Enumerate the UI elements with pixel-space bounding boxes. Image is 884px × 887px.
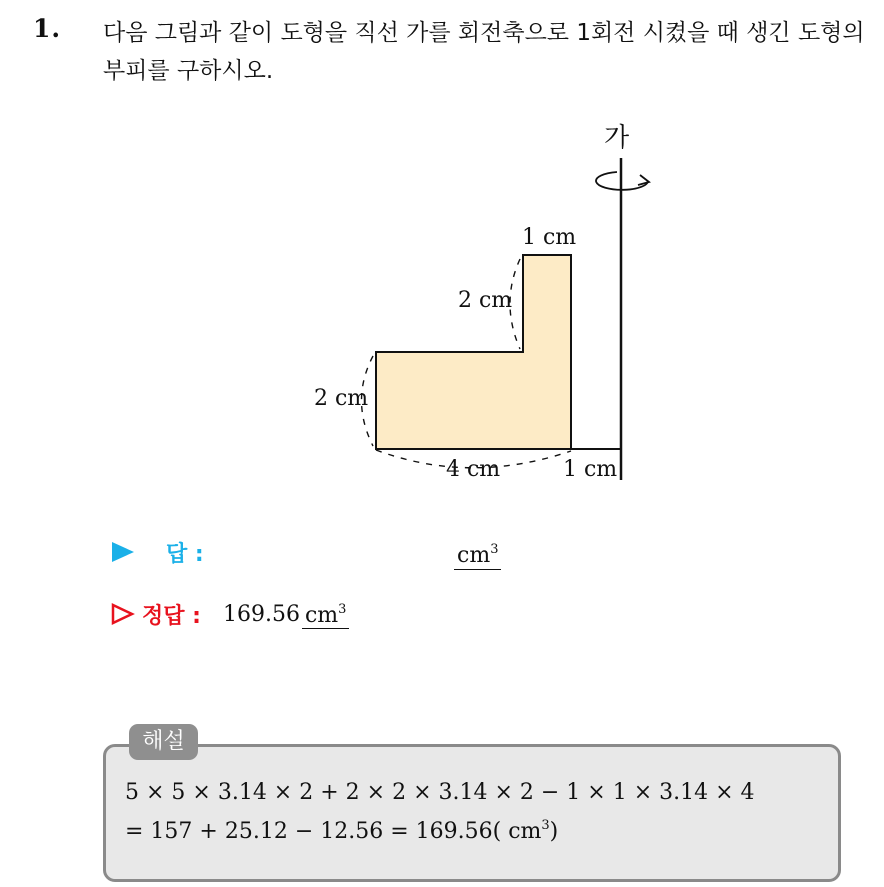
explanation-tab: 해설: [129, 724, 198, 760]
correct-answer-row: [110, 597, 349, 631]
correct-unit: $cm^3$: [302, 599, 349, 629]
play-marker-icon: [110, 540, 136, 564]
explanation-line-2: = 157 + 25.12 − 12.56 = 169.56( $cm^3$): [125, 818, 559, 844]
explanation-line-1: 5 × 5 × 3.14 × 2 + 2 × 2 × 3.14 × 2 − 1 × 1 × 3.14 × 4: [125, 780, 755, 805]
question-text: 다음 그림과 같이 도형을 직선 가를 회전축으로 1회전 시켰을 때 생긴 도형의 부피를 구하시오.: [103, 20, 865, 84]
label-top-height: 2 cm: [458, 288, 513, 313]
label-bottom-width: 4 cm: [446, 457, 501, 482]
answer-unit: $cm^3$: [454, 543, 501, 570]
correct-value: 169.56: [222, 601, 300, 627]
l-shape: [376, 255, 571, 449]
label-bottom-height: 2 cm: [314, 386, 369, 411]
outline-play-marker-icon: [110, 602, 136, 626]
explanation-box: [103, 744, 841, 882]
answer-label: 답 :: [166, 541, 204, 567]
axis-label: 가: [604, 123, 630, 153]
answer-blank[interactable]: [454, 539, 501, 567]
label-top-width: 1 cm: [522, 225, 577, 250]
correct-label: 정답 :: [142, 603, 201, 629]
answer-row: [110, 535, 204, 569]
question-number: 1.: [33, 14, 62, 43]
rotation-arrow-icon: [596, 172, 649, 190]
label-gap-width: 1 cm: [563, 457, 618, 482]
